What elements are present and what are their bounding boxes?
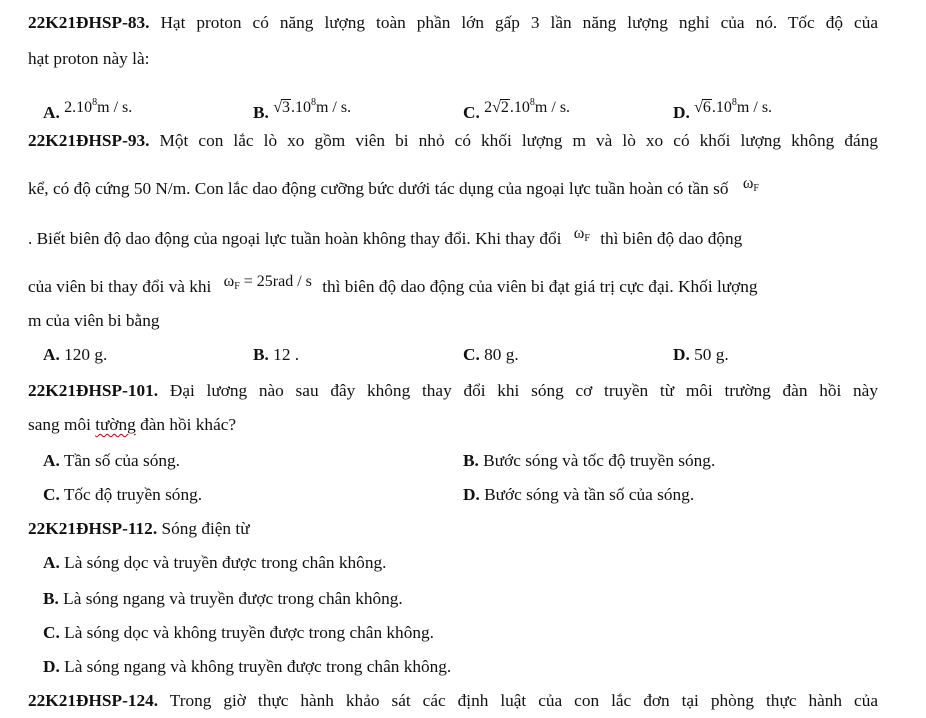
- q83-option-d-radicand: 6: [702, 99, 711, 116]
- q93-line-2: [28, 175, 759, 206]
- q93-option-c: [463, 344, 519, 366]
- q93-omega-2-symbol: ω: [573, 225, 585, 242]
- q93-omega-1: [743, 175, 759, 192]
- q83-option-b-label: B.: [253, 103, 269, 122]
- q83-option-c-exp: 8: [529, 97, 535, 108]
- q101-line-2: [28, 414, 878, 436]
- q93-option-c-label: C.: [463, 345, 480, 364]
- q93-line-3: [28, 225, 743, 256]
- q93-text-3b: thì biên độ dao động: [600, 229, 743, 248]
- q112-option-d: [43, 656, 451, 678]
- q112-option-c: [43, 622, 434, 644]
- q112-option-a: [43, 552, 386, 574]
- q83-option-b-unit: m / s.: [315, 99, 352, 116]
- q93-option-b-label: B.: [253, 345, 269, 364]
- q101-option-a-label: A.: [43, 451, 60, 470]
- q83-option-b: [253, 92, 351, 124]
- q93-omega-2: [574, 225, 590, 242]
- q83-option-c-unit: m / s.: [534, 99, 571, 116]
- q101-option-d: [463, 484, 694, 506]
- q101-text-1: Đại lương nào sau đây không thay đổi khi sóng cơ truyền từ môi trường đàn hồi này: [158, 381, 878, 400]
- q112-option-b: [43, 588, 403, 610]
- q93-equation: [224, 273, 312, 290]
- q101-option-a-text: Tần số của sóng.: [59, 451, 180, 470]
- q83-option-c-label: C.: [463, 103, 480, 122]
- q112-option-a-text: Là sóng dọc và truyền được trong chân không.: [59, 553, 387, 572]
- q101-text-2a: sang môi: [28, 415, 96, 434]
- q93-text-4b: thì biên độ dao động của viên bi đạt giá trị cực đại. Khối lượng: [322, 277, 758, 296]
- q93-option-d-label: D.: [673, 345, 690, 364]
- q112-option-d-label: D.: [43, 657, 60, 676]
- q93-eq-rhs: = 25rad / s: [239, 273, 312, 290]
- q101-code: 22K21ĐHSP-101.: [28, 381, 159, 400]
- q112-text: Sóng điện từ: [157, 519, 250, 538]
- q83-option-a-exp: 8: [92, 97, 98, 108]
- q93-option-c-text: 80 g.: [479, 345, 519, 364]
- q93-omega-2-subscript: F: [584, 233, 590, 244]
- q83-option-d-sqrt-icon: √: [694, 99, 703, 116]
- q83-option-c-radicand: 2: [500, 99, 509, 116]
- q83-option-b-exp: 8: [310, 97, 316, 108]
- q93-option-d: [673, 344, 729, 366]
- q83-option-d-exp: 8: [731, 97, 737, 108]
- q112-option-c-label: C.: [43, 623, 60, 642]
- q93-line-1: [28, 130, 878, 152]
- q101-option-a: [43, 450, 180, 472]
- q83-line-2: hạt proton này là:: [28, 49, 150, 68]
- q83-code: 22K21ĐHSP-83.: [28, 13, 150, 32]
- q101-option-c: [43, 484, 202, 506]
- q93-option-a-text: 120 g.: [59, 345, 108, 364]
- q93-omega-subscript: F: [753, 183, 759, 194]
- q93-eq-omega: ω: [223, 273, 235, 290]
- q93-text-3a: . Biết biên độ dao động của ngoại lực tuần hoàn không thay đổi. Khi thay đổi: [28, 229, 562, 248]
- q83-option-b-radicand: 3: [281, 99, 290, 116]
- q101-option-c-text: Tốc độ truyền sóng.: [59, 485, 203, 504]
- q93-text-4a: của viên bi thay đổi và khi: [28, 277, 212, 296]
- q83-option-a-label: A.: [43, 103, 60, 122]
- q93-line-4: [28, 273, 758, 304]
- q83-option-d-value: .10: [711, 99, 732, 116]
- q83-line-1: [28, 12, 878, 34]
- q83-option-c-sqrt-icon: √: [492, 99, 501, 116]
- q101-text-2b: đàn hồi khác?: [135, 415, 237, 434]
- q83-option-d-unit: m / s.: [736, 99, 773, 116]
- q93-option-b-text: 12 .: [268, 345, 300, 364]
- q93-option-d-text: 50 g.: [689, 345, 729, 364]
- q101-option-d-text: Bước sóng và tần số của sóng.: [479, 485, 695, 504]
- q124-text-1: Trong giờ thực hành khảo sát các định luật của con lắc đơn tại phòng thực hành của: [158, 691, 878, 710]
- q101-spelling-error-word[interactable]: tường: [95, 415, 136, 434]
- q101-line-1: [28, 380, 878, 402]
- q83-option-b-sqrt-icon: √: [273, 99, 282, 116]
- q101-option-d-label: D.: [463, 485, 480, 504]
- q83-option-d-label: D.: [673, 103, 690, 122]
- q112-option-b-label: B.: [43, 589, 59, 608]
- q93-option-b: [253, 344, 299, 366]
- q83-option-c-coefficient: 2: [484, 99, 493, 116]
- q83-option-d: [673, 92, 772, 124]
- q83-option-a-value: 2.10: [64, 99, 93, 116]
- q93-text-2: kể, có độ cứng 50 N/m. Con lắc dao động cưỡng bức dưới tác dụng của ngoại lực tuần hoàn có tần số: [28, 179, 729, 198]
- q101-option-c-label: C.: [43, 485, 60, 504]
- q83-option-c-value: .10: [509, 99, 530, 116]
- q93-eq-subscript: F: [234, 281, 240, 292]
- q93-line-5: m của viên bi bằng: [28, 311, 160, 330]
- q112-option-a-label: A.: [43, 553, 60, 572]
- q124-code: 22K21ĐHSP-124.: [28, 691, 159, 710]
- q83-text-1: Hạt proton có năng lượng toàn phần lớn gấp 3 lần năng lượng nghỉ của nó. Tốc độ của: [149, 13, 878, 32]
- q93-option-a: [43, 344, 107, 366]
- q93-code: 22K21ĐHSP-93.: [28, 131, 150, 150]
- q112-line-1: [28, 518, 878, 540]
- q93-text-1: Một con lắc lò xo gồm viên bi nhỏ có khối lượng m và lò xo có khối lượng không đáng: [149, 131, 878, 150]
- q83-option-a: [43, 92, 132, 124]
- q83-option-a-unit: m / s.: [97, 99, 133, 116]
- q112-option-b-text: Là sóng ngang và truyền được trong chân không.: [58, 589, 403, 608]
- q112-code: 22K21ĐHSP-112.: [28, 519, 158, 538]
- q101-option-b: [463, 450, 715, 472]
- q112-option-c-text: Là sóng dọc và không truyền được trong chân không.: [59, 623, 434, 642]
- q83-option-c: [463, 92, 570, 124]
- q124-line-1: [28, 690, 878, 712]
- q93-omega-symbol: ω: [742, 175, 754, 192]
- q101-option-b-label: B.: [463, 451, 479, 470]
- q93-option-a-label: A.: [43, 345, 60, 364]
- q101-option-b-text: Bước sóng và tốc độ truyền sóng.: [478, 451, 716, 470]
- q83-option-b-value: .10: [290, 99, 311, 116]
- q112-option-d-text: Là sóng ngang và không truyền được trong chân không.: [59, 657, 452, 676]
